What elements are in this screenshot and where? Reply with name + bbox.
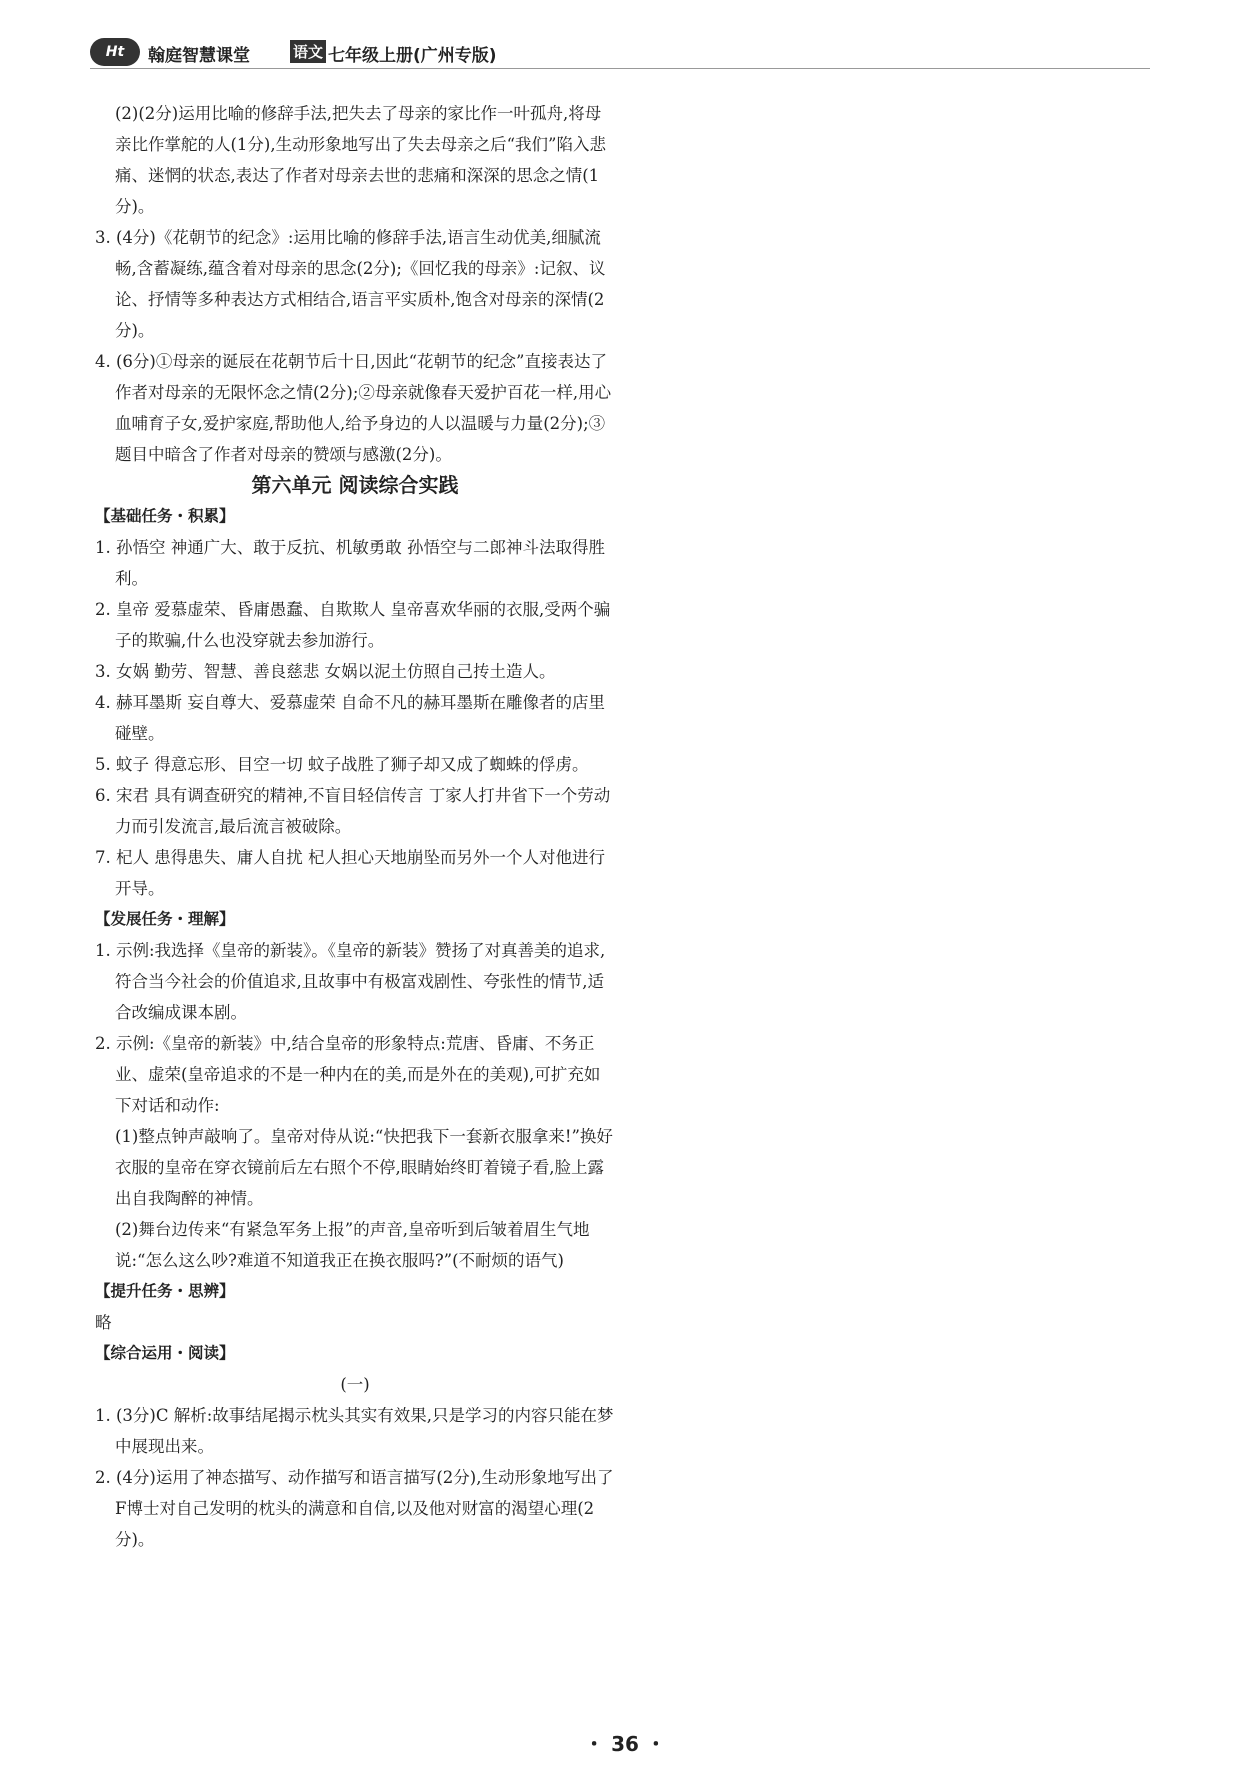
part-heading: (一) — [340, 1375, 370, 1394]
answer-item: 6. 宋君 具有调查研究的精神,不盲目轻信传言 丁家人打井省下一个劳动力而引发流言,最后流言被破除。 — [95, 786, 611, 836]
answer-item: (2)舞台边传来“有紧急军务上报”的声音,皇帝听到后皱着眉生气地说:“怎么这么吵?难道不知道我正在换衣服吗?”(不耐烦的语气) — [115, 1220, 590, 1270]
page-number: ・ 36 ・ — [584, 1732, 666, 1756]
answer-item: 3. 女娲 勤劳、智慧、善良慈悲 女娲以泥土仿照自己抟土造人。 — [95, 662, 556, 681]
section-heading: 【基础任务・积累】 — [95, 507, 235, 525]
left-column — [95, 98, 615, 1555]
answer-item: 3. (4分)《花朝节的纪念》:运用比喻的修辞手法,语言生动优美,细腻流畅,含蓄凝练,蕴含着对母亲的思念(2分);《回忆我的母亲》:记叙、议论、抒情等多种表达方式相结合,语言平实质朴,饱含对母亲的深情(2分)。 — [95, 228, 606, 340]
answer-item: 7. 杞人 患得患失、庸人自扰 杞人担心天地崩坠而另外一个人对他进行开导。 — [95, 848, 605, 898]
answer-item: 2. 皇帝 爱慕虚荣、昏庸愚蠢、自欺欺人 皇帝喜欢华丽的衣服,受两个骗子的欺骗,什么也没穿就去参加游行。 — [95, 600, 611, 650]
answer-item: 略 — [95, 1313, 112, 1332]
answer-item: 5. 蚊子 得意忘形、目空一切 蚊子战胜了狮子却又成了蜘蛛的俘虏。 — [95, 755, 589, 774]
answer-item: (1)整点钟声敲响了。皇帝对侍从说:“快把我下一套新衣服拿来!”换好衣服的皇帝在穿衣镜前后左右照个不停,眼睛始终盯着镜子看,脸上露出自我陶醉的神情。 — [115, 1127, 613, 1208]
answer-item: 2. 示例:《皇帝的新装》中,结合皇帝的形象特点:荒唐、昏庸、不务正业、虚荣(皇帝追求的不是一种内在的美,而是外在的美观),可扩充如下对话和动作: — [95, 1034, 601, 1115]
section-heading: 【综合运用・阅读】 — [95, 1344, 235, 1362]
answer-item: (2)(2分)运用比喻的修辞手法,把失去了母亲的家比作一叶孤舟,将母亲比作掌舵的人(1分),生动形象地写出了失去母亲之后“我们”陷入悲痛、迷惘的状态,表达了作者对母亲去世的悲痛和深深的思念之情(1分)。 — [115, 104, 606, 216]
brand: 翰庭智慧课堂 — [148, 46, 250, 66]
answer-item: 4. (6分)①母亲的诞辰在花朝节后十日,因此“花朝节的纪念”直接表达了作者对母亲的无限怀念之情(2分);②母亲就像春天爱护百花一样,用心血哺育子女,爱护家庭,帮助他人,给予身边的人以温暖与力量(2分);③题目中暗含了作者对母亲的赞颂与感激(2分)。 — [95, 352, 612, 464]
page-header — [90, 36, 1150, 69]
answer-item: 1. 孙悟空 神通广大、敢于反抗、机敏勇敢 孙悟空与二郎神斗法取得胜利。 — [95, 538, 605, 588]
answer-item: 1. (3分)C 解析:故事结尾揭示枕头其实有效果,只是学习的内容只能在梦中展现出来。 — [95, 1406, 614, 1456]
section-heading: 【提升任务・思辨】 — [95, 1282, 235, 1300]
unit-heading: 第六单元 阅读综合实践 — [251, 473, 459, 497]
answer-item: 2. (4分)运用了神态描写、动作描写和语言描写(2分),生动形象地写出了F博士对自己发明的枕头的满意和自信,以及他对财富的渴望心理(2分)。 — [95, 1468, 614, 1549]
subject-tag: 语文 — [290, 40, 326, 63]
logo: Ht — [90, 38, 140, 66]
answer-item: 1. 示例:我选择《皇帝的新装》。《皇帝的新装》赞扬了对真善美的追求,符合当今社会的价值追求,且故事中有极富戏剧性、夸张性的情节,适合改编成课本剧。 — [95, 941, 606, 1022]
answer-item: 4. 赫耳墨斯 妄自尊大、爱慕虚荣 自命不凡的赫耳墨斯在雕像者的店里碰壁。 — [95, 693, 605, 743]
book-title: 七年级上册(广州专版) — [328, 46, 497, 66]
section-heading: 【发展任务・理解】 — [95, 910, 235, 928]
